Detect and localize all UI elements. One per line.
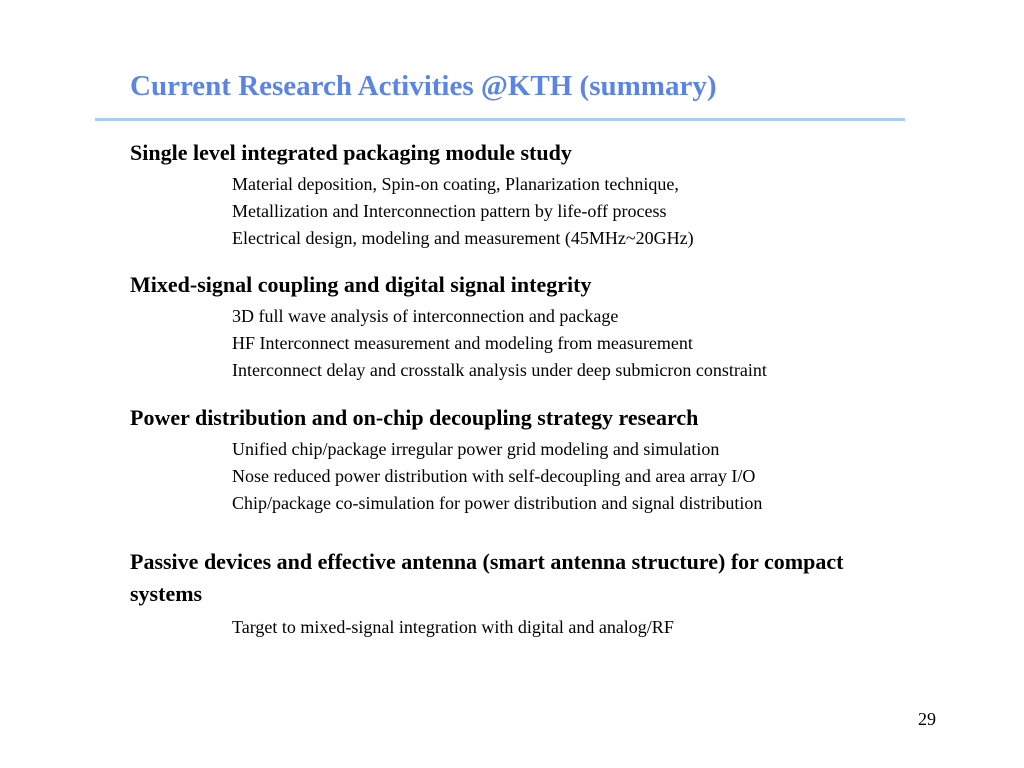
- section-heading: Mixed-signal coupling and digital signal integrity: [130, 272, 592, 297]
- section-item: Nose reduced power distribution with self-decoupling and area array I/O: [232, 466, 756, 486]
- section-power-distribution: [130, 402, 930, 517]
- section-signal-integrity: [130, 269, 930, 384]
- section-heading: Passive devices and effective antenna (smart antenna structure) for compact systems: [130, 549, 844, 606]
- section-item-list: [130, 303, 930, 384]
- section-packaging-module: [130, 137, 930, 252]
- section-item: 3D full wave analysis of interconnection and package: [232, 306, 619, 326]
- section-item: Chip/package co-simulation for power distribution and signal distribution: [232, 493, 763, 513]
- section-passive-devices: [130, 546, 930, 641]
- section-heading: Single level integrated packaging module study: [130, 140, 572, 165]
- section-item-list: [130, 614, 930, 641]
- section-item: Material deposition, Spin-on coating, Planarization technique,: [232, 174, 679, 194]
- section-heading: Power distribution and on-chip decoupling strategy research: [130, 405, 699, 430]
- section-item-list: [130, 171, 930, 252]
- section-item: Target to mixed-signal integration with digital and analog/RF: [232, 617, 674, 637]
- page-number: 29: [918, 709, 936, 729]
- slide-title: Current Research Activities @KTH (summary): [130, 70, 717, 102]
- section-item: Metallization and Interconnection pattern by life-off process: [232, 201, 667, 221]
- section-item: HF Interconnect measurement and modeling from measurement: [232, 333, 693, 353]
- title-divider: [95, 118, 905, 121]
- section-item: Electrical design, modeling and measurement (45MHz~20GHz): [232, 228, 694, 248]
- section-item: Interconnect delay and crosstalk analysis under deep submicron constraint: [232, 360, 767, 380]
- section-item-list: [130, 436, 930, 517]
- section-item: Unified chip/package irregular power grid modeling and simulation: [232, 439, 720, 459]
